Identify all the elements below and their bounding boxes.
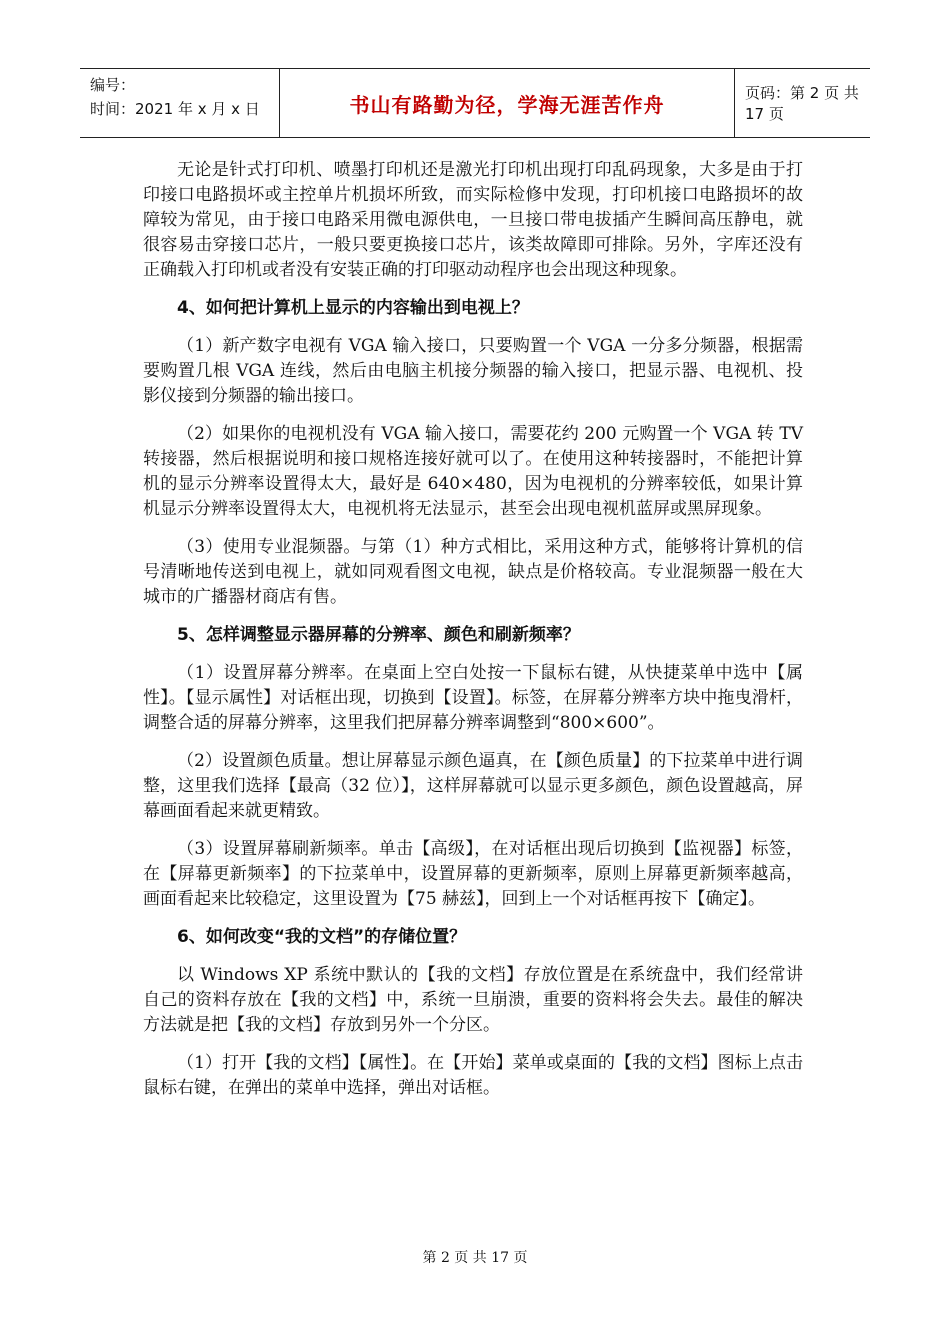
header-motto-cell [280, 69, 735, 137]
paragraph: （1）新产数字电视有 VGA 输入接口，只要购置一个 VGA 一分多分频器，根据需要购置几根 VGA 连线，然后由电脑主机接分频器的输入接口，把显示器、电视机、投影仪接到分频器的输出接口。 [143, 336, 803, 406]
header-page-info: 页码：第 2 页 共 17 页 [745, 84, 859, 123]
page-header [80, 68, 870, 138]
section-heading: 4、如何把计算机上显示的内容输出到电视上？ [177, 298, 529, 318]
header-meta [80, 69, 280, 137]
section-heading: 5、怎样调整显示器屏幕的分辨率、颜色和刷新频率？ [177, 625, 580, 645]
paragraph: 以 Windows XP 系统中默认的【我的文档】存放位置是在系统盘中，我们经常讲自己的资料存放在【我的文档】中，系统一旦崩溃，重要的资料将会失去。最佳的解决方法就是把【我的文档】存放到另外一个分区。 [143, 965, 803, 1035]
paragraph: （1）打开【我的文档】【属性】。在【开始】菜单或桌面的【我的文档】图标上点击鼠标右键，在弹出的菜单中选择，弹出对话框。 [143, 1053, 803, 1098]
document-date: 时间：2021 年 x 月 x 日 [90, 100, 260, 118]
paragraph: （2）如果你的电视机没有 VGA 输入接口，需要花约 200 元购置一个 VGA 转 TV 转接器，然后根据说明和接口规格连接好就可以了。在使用这种转接器时，不能把计算机的显示分辨率设置得太大，最好是 640×480，因为电视机的分辨率较低，如果计算机显示分辨率设置得太大，电视机将无法显示，甚至会出现电视机蓝屏或黑屏现象。 [143, 424, 803, 519]
header-motto: 书山有路勤为径，学海无涯苦作舟 [349, 92, 665, 117]
paragraph: （2）设置颜色质量。想让屏幕显示颜色逼真，在【颜色质量】的下拉菜单中进行调整，这里我们选择【最高（32 位）】，这样屏幕就可以显示更多颜色，颜色设置越高，屏幕画面看起来就更精致。 [143, 751, 803, 821]
paragraph: 无论是针式打印机、喷墨打印机还是激光打印机出现打印乱码现象，大多是由于打印接口电路损坏或主控单片机损坏所致，而实际检修中发现，打印机接口电路损坏的故障较为常见，由于接口电路采用微电源供电，一旦接口带电拔插产生瞬间高压静电，就很容易击穿接口芯片，一般只要更换接口芯片，该类故障即可排除。另外，字库还没有正确载入打印机或者没有安装正确的打印驱动动程序也会出现这种现象。 [143, 160, 803, 280]
page-footer: 第 2 页 共 17 页 [422, 1250, 528, 1266]
section-heading: 6、如何改变“我的文档”的存储位置？ [177, 927, 467, 947]
paragraph: （1）设置屏幕分辨率。在桌面上空白处按一下鼠标右键，从快捷菜单中选中【属性】。【显示属性】对话框出现，切换到【设置】。标签，在屏幕分辨率方块中拖曳滑杆，调整合适的屏幕分辨率，这里我们把屏幕分辨率调整到“800×600”。 [143, 663, 803, 733]
paragraph: （3）使用专业混频器。与第（1）种方式相比，采用这种方式，能够将计算机的信号清晰地传送到电视上，就如同观看图文电视，缺点是价格较高。专业混频器一般在大城市的广播器材商店有售。 [143, 537, 803, 607]
paragraph: （3）设置屏幕刷新频率。单击【高级】，在对话框出现后切换到【监视器】标签，在【屏幕更新频率】的下拉菜单中，设置屏幕的更新频率，原则上屏幕更新频率越高，画面看起来比较稳定，这里设置为【75 赫兹】，回到上一个对话框再按下【确定】。 [143, 839, 803, 909]
document-body [143, 158, 803, 1114]
document-number: 编号： [90, 76, 136, 94]
